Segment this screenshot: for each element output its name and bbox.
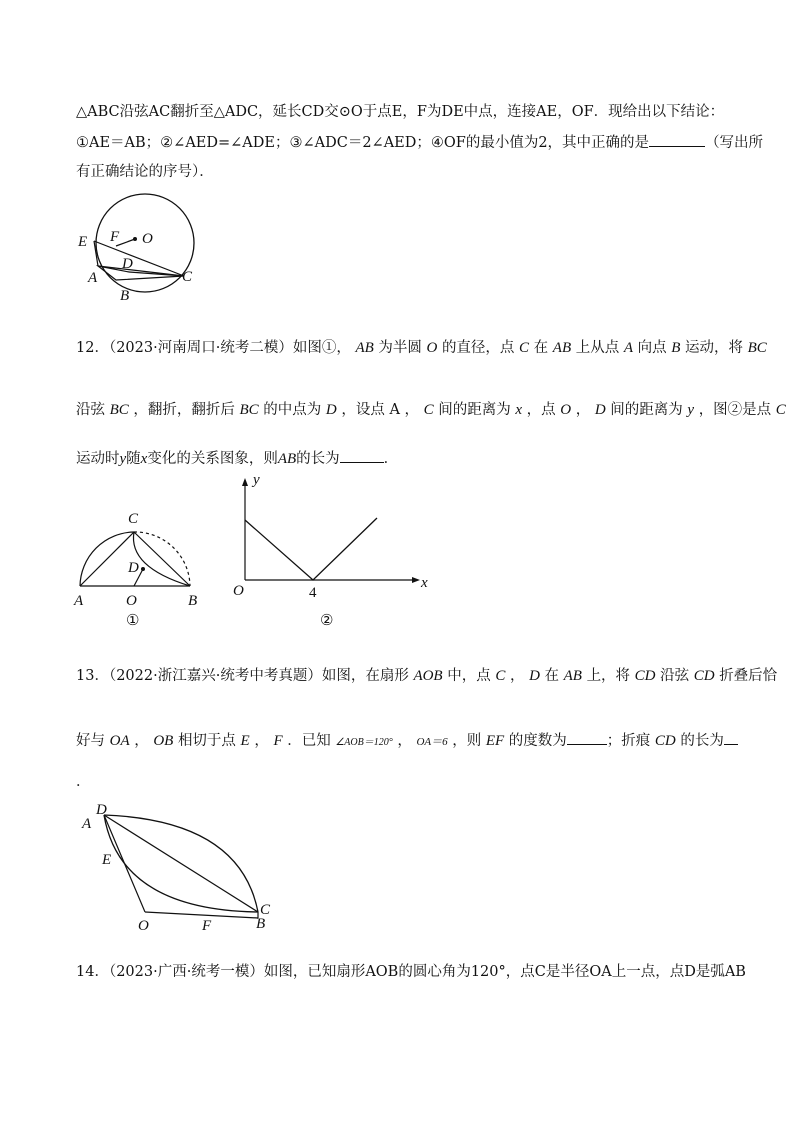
q13-angle: ∠AOB＝120° xyxy=(335,737,393,748)
answer-blank[interactable] xyxy=(649,132,705,147)
q13-text: 的度数为 xyxy=(508,733,567,749)
q12-text: ， xyxy=(575,402,591,418)
q12-var: C xyxy=(423,402,434,418)
q12-var: B xyxy=(671,340,681,356)
label-O: O xyxy=(233,583,244,599)
q12-text: 上从点 xyxy=(575,340,620,356)
label-O: O xyxy=(126,593,137,609)
q13-text: ， xyxy=(134,733,149,749)
q13-text: 折叠后恰 xyxy=(719,668,778,684)
q12-var: y xyxy=(687,402,695,418)
q11-line2-tail: （写出所 xyxy=(705,135,764,151)
q13-text: 的长为 xyxy=(680,733,724,749)
answer-blank[interactable] xyxy=(724,730,738,745)
q12-var: O xyxy=(560,402,572,418)
q12-var: O xyxy=(426,340,438,356)
q12-arc: BC xyxy=(239,402,259,418)
q12-figure1 xyxy=(70,505,210,630)
q12-text: ，设点 xyxy=(341,402,385,418)
q12-text: 在 xyxy=(533,340,549,356)
q12-text: 间的距离为 xyxy=(438,402,511,418)
q13-text: ；折痕 xyxy=(606,733,651,749)
q13-text: ，则 xyxy=(452,733,482,749)
q13-text: 好与 xyxy=(76,733,105,749)
label-C: C xyxy=(260,902,271,918)
q12-var: x xyxy=(140,451,148,467)
q12-text: ，翻折，翻折后 xyxy=(133,402,235,418)
answer-blank[interactable] xyxy=(340,448,384,463)
q12-arc: BC xyxy=(747,340,767,356)
q11-figure xyxy=(72,190,212,305)
caption-1: ① xyxy=(126,613,140,629)
label-O: O xyxy=(142,231,153,247)
q12-var: A xyxy=(389,402,400,418)
q13-text: ．已知 xyxy=(287,733,331,749)
q12-text: ， xyxy=(404,402,420,418)
q12-text: ，点 xyxy=(526,402,556,418)
q12-text: 运动时 xyxy=(76,451,120,467)
q13-line1 xyxy=(76,666,777,686)
label-A: A xyxy=(82,816,92,832)
label-B: B xyxy=(120,288,130,304)
q13-text: ， xyxy=(397,733,412,749)
label-O: O xyxy=(138,918,149,934)
q12-var: BC xyxy=(109,402,129,418)
q13-line2 xyxy=(76,730,738,753)
label-C: C xyxy=(128,511,139,527)
q12-var: AB xyxy=(355,340,374,356)
q12-text: 间的距离为 xyxy=(610,402,683,418)
label-E: E xyxy=(78,234,88,250)
label-D: D xyxy=(96,802,107,818)
label-C: C xyxy=(182,269,193,285)
q12-var: C xyxy=(775,402,786,418)
q12-line1 xyxy=(76,338,767,358)
label-D: D xyxy=(128,560,139,576)
q11-line2 xyxy=(76,132,763,153)
q13-var: E xyxy=(240,733,250,749)
q13-var: C xyxy=(495,668,506,684)
label-F: F xyxy=(110,229,120,245)
q12-line3 xyxy=(76,448,398,469)
q12-var: x xyxy=(515,402,523,418)
q13-var: CD xyxy=(693,668,715,684)
q12-line2 xyxy=(76,400,786,420)
label-A: A xyxy=(88,270,98,286)
q12-var: A xyxy=(623,340,633,356)
q12-text: 运动，将 xyxy=(685,340,743,356)
q12-text: 的中点为 xyxy=(263,402,322,418)
q12-head: 12．（2023·河南周口·统考二模）如图①， xyxy=(76,340,351,356)
q11-line2-text: ①AE＝AB；②∠AED=∠ADE；③∠ADC＝2∠AED；④OF的最小值为2，其中正确的是 xyxy=(76,135,650,151)
q13-dot: ． xyxy=(76,774,91,790)
label-A: A xyxy=(74,593,84,609)
q13-oa6: OA＝6 xyxy=(416,736,448,748)
label-y: y xyxy=(253,472,260,488)
q12-var: D xyxy=(594,402,606,418)
q13-text: 相切于点 xyxy=(177,733,236,749)
q12-var: AB xyxy=(277,451,297,467)
q13-var: D xyxy=(529,668,540,684)
q13-text: ， xyxy=(254,733,269,749)
q13-var: CD xyxy=(654,733,676,749)
q12-var: y xyxy=(119,451,127,467)
label-F: F xyxy=(202,918,212,934)
q11-line3: 有正确结论的序号）． xyxy=(76,164,214,180)
q12-text: 向点 xyxy=(637,340,667,356)
label-B: B xyxy=(256,916,266,932)
q12-text: 为半圆 xyxy=(378,340,422,356)
q13-arc: CD xyxy=(634,668,656,684)
label-B: B xyxy=(188,593,198,609)
q12-figure2 xyxy=(225,470,435,630)
q13-text: 在 xyxy=(544,668,560,684)
q12-text: 的直径，点 xyxy=(441,340,515,356)
q13-head: 13．（2022·浙江嘉兴·统考中考真题）如图，在扇形 xyxy=(76,668,409,684)
q13-text: 中，点 xyxy=(447,668,491,684)
q13-text: 上，将 xyxy=(586,668,631,684)
q12-var: C xyxy=(519,340,530,356)
q13-var: OA xyxy=(109,733,130,749)
q11-line1: △ABC沿弦AC翻折至△ADC，延长CD交⊙O于点E，F为DE中点，连接AE，OF．现给出以下结论： xyxy=(76,104,725,120)
q13-text: 沿弦 xyxy=(660,668,690,684)
label-x: x xyxy=(421,575,428,591)
label-E: E xyxy=(102,852,112,868)
q12-text: 沿弦 xyxy=(76,402,105,418)
label-D: D xyxy=(122,256,133,272)
q13-text: ， xyxy=(509,668,525,684)
q12-text: 随 xyxy=(126,451,141,467)
q12-arc: AB xyxy=(552,340,572,356)
q13-var: F xyxy=(273,733,283,749)
caption-2: ② xyxy=(320,613,334,629)
answer-blank[interactable] xyxy=(567,730,607,745)
q13-arc: EF xyxy=(485,733,505,749)
q13-var: AOB xyxy=(413,668,443,684)
q12-text: ． xyxy=(383,451,399,467)
q12-text: 的长为 xyxy=(296,451,340,467)
q12-var: D xyxy=(325,402,337,418)
q13-arc: AB xyxy=(563,668,582,684)
q14-line1: 14．（2023·广西·统考一模）如图，已知扇形AOB的圆心角为120°，点C是半径OA上一点，点D是弧AB xyxy=(76,964,746,980)
q12-text: 变化的关系图象，则 xyxy=(147,451,278,467)
q13-var: OB xyxy=(153,733,174,749)
q12-text: ，图②是点 xyxy=(698,402,772,418)
label-4: 4 xyxy=(309,585,317,601)
q13-figure xyxy=(70,800,280,940)
